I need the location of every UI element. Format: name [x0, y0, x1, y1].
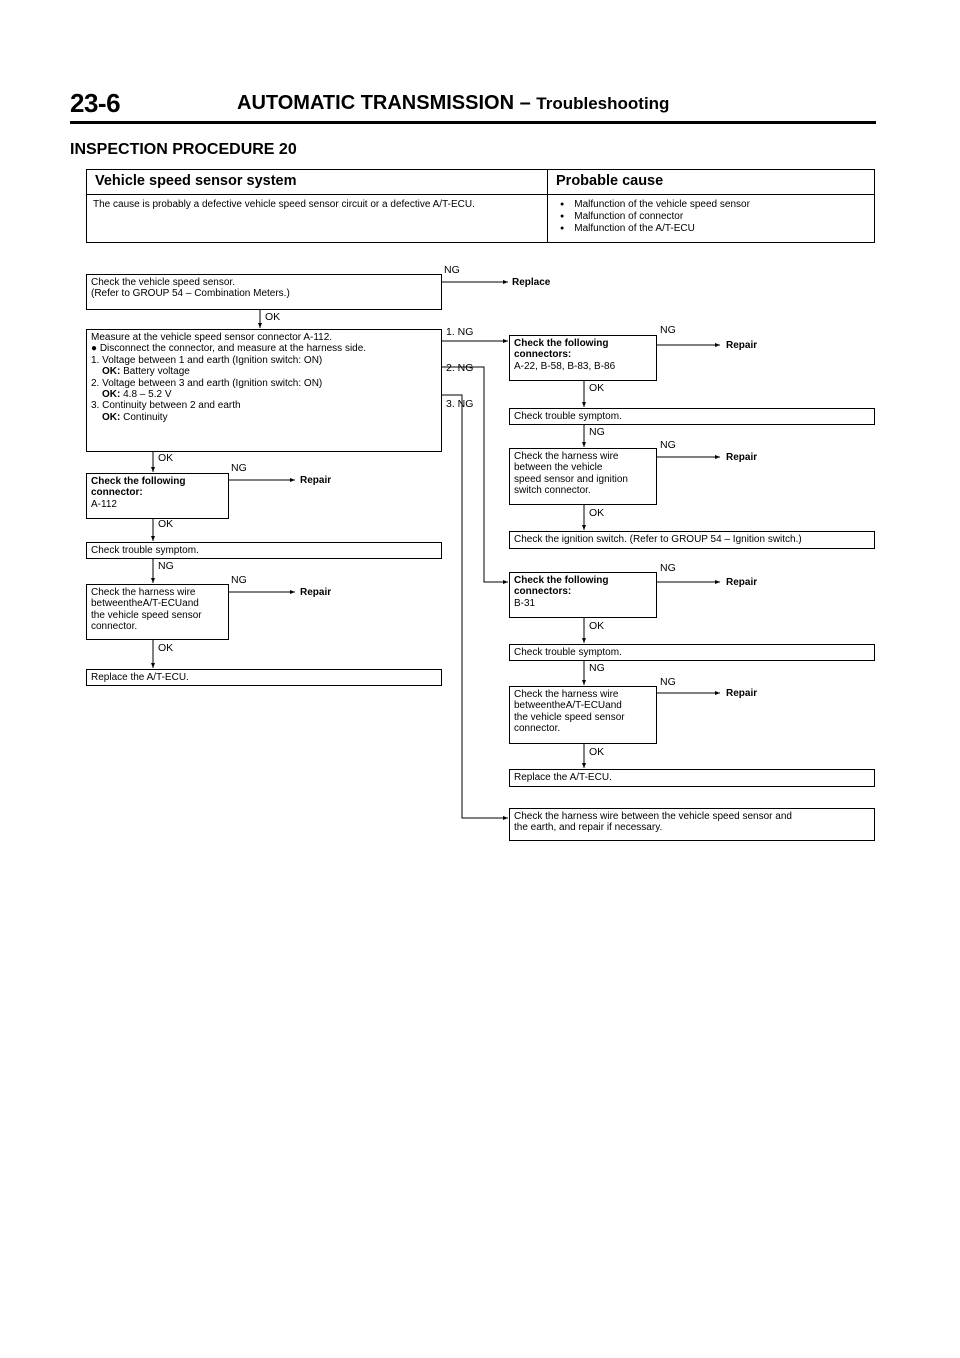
step2-line6: [91, 389, 437, 400]
repair-action: Repair: [726, 340, 758, 351]
right3-harness-box: [509, 808, 875, 841]
r2-replace-text: Replace the A/T-ECU.: [514, 772, 612, 783]
r2-harness-line2: betweentheA/T-ECUand: [514, 700, 622, 712]
left-harness-line2: betweentheA/T-ECUand: [91, 598, 199, 610]
ok-label: OK: [265, 311, 281, 323]
cause-item: ● Malfunction of the vehicle speed sensor: [554, 199, 868, 211]
step2-line7: 3. Continuity between 2 and earth: [91, 400, 241, 412]
right2-connector-box: [509, 572, 657, 618]
right1-harness-box: [509, 448, 657, 505]
ok-criterion-label: OK:: [102, 411, 121, 423]
summary-left-body: The cause is probably a defective vehicle speed sensor circuit or a defective A/T-ECU.: [93, 199, 475, 210]
right2-harness-box: [509, 686, 657, 744]
check-speed-sensor-box: [86, 274, 442, 310]
replace-action: Replace: [512, 277, 551, 288]
right1-connector-box: [509, 335, 657, 381]
ok-criterion-label: OK:: [102, 389, 121, 401]
r2-conn-line3: B-31: [514, 597, 536, 609]
r2-harness-line4: connector.: [514, 723, 561, 735]
right2-replace-box: [509, 769, 875, 787]
r2-trouble-text: Check trouble symptom.: [514, 647, 622, 658]
r1-ignition-text: Check the ignition switch. (Refer to GROUP 54 – Ignition switch.): [514, 534, 802, 545]
right1-ignition-box: [509, 531, 875, 549]
step1-line2: (Refer to GROUP 54 – Combination Meters.): [91, 288, 290, 300]
ok-label: OK: [589, 746, 605, 758]
repair-action: Repair: [726, 577, 758, 588]
r1-harness-line3: speed sensor and ignition: [514, 473, 628, 485]
ng-label: NG: [660, 439, 676, 451]
left-conn-line3: A-112: [91, 498, 117, 510]
r1-conn-line2: connectors:: [514, 349, 572, 361]
left-connector-box: [86, 473, 229, 519]
left-trouble-text: Check trouble symptom.: [91, 545, 199, 556]
repair-action: Repair: [726, 452, 758, 463]
ok-criterion-label: OK:: [102, 366, 121, 378]
repair-action: Repair: [300, 475, 332, 486]
r1-conn-line3: A-22, B-58, B-83, B-86: [514, 360, 616, 372]
left-harness-box: [86, 584, 229, 640]
step2-line4: [91, 366, 437, 377]
step1-line1: Check the vehicle speed sensor.: [91, 277, 235, 288]
ng-label: NG: [589, 426, 605, 438]
left-harness-line3: the vehicle speed sensor: [91, 609, 202, 621]
ok-criterion-value: 4.8 – 5.2 V: [120, 389, 172, 401]
ng-label: NG: [231, 462, 247, 474]
ng2-label: 2. NG: [446, 362, 474, 374]
ng-label: NG: [660, 562, 676, 574]
ng-label: NG: [158, 560, 174, 572]
r3-harness-line1: Check the harness wire between the vehicle speed sensor and: [514, 811, 792, 822]
r2-harness-line1: Check the harness wire: [514, 689, 619, 700]
ng-label: NG: [660, 676, 676, 688]
ok-criterion-value: Continuity: [120, 411, 168, 423]
step2-line3: 1. Voltage between 1 and earth (Ignition switch: ON): [91, 354, 323, 366]
ng1-label: 1. NG: [446, 326, 474, 338]
r1-harness-line4: switch connector.: [514, 485, 591, 497]
left-harness-line4: connector.: [91, 621, 138, 633]
ok-label: OK: [158, 452, 174, 464]
right1-trouble-box: [509, 408, 875, 425]
ok-label: OK: [158, 642, 174, 654]
left-trouble-box: [86, 542, 442, 559]
r1-conn-line1: Check the following: [514, 338, 609, 349]
title-dash: –: [514, 92, 537, 114]
cause-item: ● Malfunction of connector: [554, 211, 868, 223]
repair-action: Repair: [300, 587, 332, 598]
r1-harness-line2: between the vehicle: [514, 462, 603, 474]
ng-label: NG: [589, 662, 605, 674]
r2-conn-line1: Check the following: [514, 575, 609, 586]
ok-criterion-value: Battery voltage: [120, 366, 190, 378]
left-conn-line2: connector:: [91, 487, 143, 499]
summary-right-heading: Probable cause: [548, 170, 874, 195]
ok-label: OK: [589, 507, 605, 519]
measure-connector-box: [86, 329, 442, 452]
step2-line1: Measure at the vehicle speed sensor connector A-112.: [91, 332, 333, 343]
r1-harness-line1: Check the harness wire: [514, 451, 619, 462]
title-sub: Troubleshooting: [536, 94, 670, 113]
repair-action: Repair: [726, 688, 758, 699]
step2-line2: ● Disconnect the connector, and measure at the harness side.: [91, 343, 367, 355]
r1-trouble-text: Check trouble symptom.: [514, 411, 622, 422]
right2-trouble-box: [509, 644, 875, 661]
ok-label: OK: [158, 518, 174, 530]
ok-label: OK: [589, 382, 605, 394]
r2-conn-line2: connectors:: [514, 586, 572, 598]
step2-line5: 2. Voltage between 3 and earth (Ignition switch: ON): [91, 377, 323, 389]
left-replace-text: Replace the A/T-ECU.: [91, 672, 189, 683]
ok-label: OK: [589, 620, 605, 632]
cause-item: ● Malfunction of the A/T-ECU: [554, 223, 868, 235]
summary-left-heading: Vehicle speed sensor system: [87, 170, 547, 195]
r2-harness-line3: the vehicle speed sensor: [514, 711, 625, 723]
step2-line8: [91, 412, 437, 423]
ng3-label: 3. NG: [446, 398, 474, 410]
ng-label: NG: [444, 264, 460, 276]
ng-label: NG: [660, 324, 676, 336]
left-harness-line1: Check the harness wire: [91, 587, 196, 598]
left-replace-box: [86, 669, 442, 686]
page-number: 23-6: [70, 88, 121, 118]
title-main: AUTOMATIC TRANSMISSION: [237, 92, 515, 114]
procedure-title: INSPECTION PROCEDURE 20: [70, 141, 297, 158]
left-conn-line1: Check the following: [91, 476, 186, 487]
ng-label: NG: [231, 574, 247, 586]
r3-harness-line2: the earth, and repair if necessary.: [514, 822, 663, 834]
